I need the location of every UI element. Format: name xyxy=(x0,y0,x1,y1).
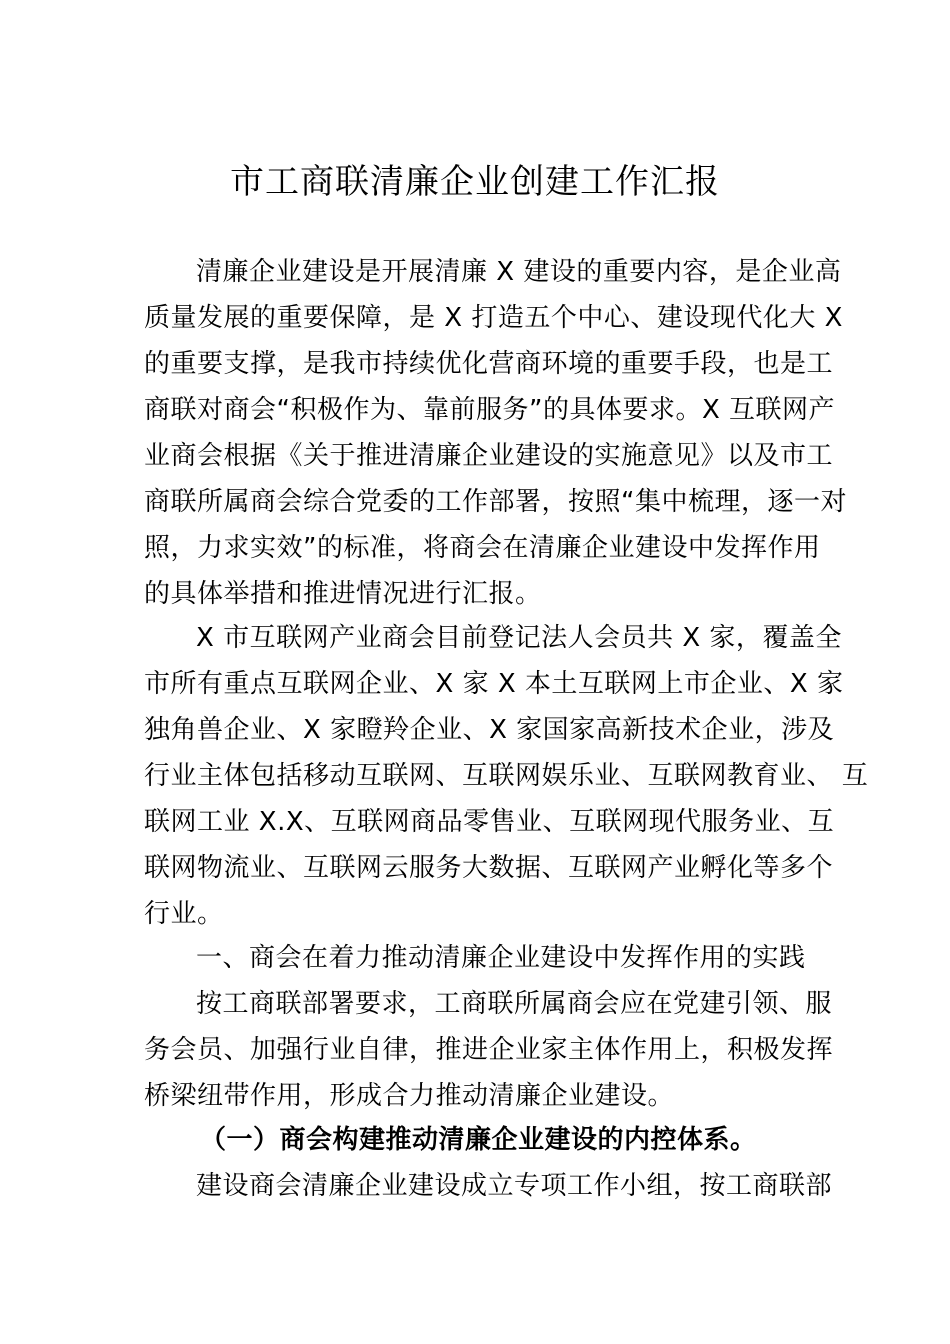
paragraph-line: 业商会根据《关于推进清廉企业建设的实施意见》以及市工 xyxy=(144,441,834,471)
paragraph-line: 市所有重点互联网企业、X 家 X 本土互联网上市企业、X 家 xyxy=(144,669,844,699)
subsection-heading: （一）商会构建推动清廉企业建设的内控体系。 xyxy=(200,1125,757,1155)
paragraph-line: 务会员、加强行业自律，推进企业家主体作用上，积极发挥 xyxy=(144,1035,834,1065)
paragraph-line: 商联对商会“积极作为、靠前服务”的具体要求。X 互联网产 xyxy=(144,395,836,425)
paragraph-line: 桥梁纽带作用，形成合力推动清廉企业建设。 xyxy=(144,1081,675,1111)
paragraph-line: 独角兽企业、X 家瞪羚企业、X 家国家高新技术企业，涉及 xyxy=(144,715,835,745)
paragraph-line: 清廉企业建设是开展清廉 X 建设的重要内容，是企业高 xyxy=(196,257,842,287)
section-heading: 一、商会在着力推动清廉企业建设中发挥作用的实践 xyxy=(196,943,806,973)
paragraph-line: 的重要支撑，是我市持续优化营商环境的重要手段，也是工 xyxy=(144,349,834,379)
paragraph-line: 照，力求实效”的标准，将商会在清廉企业建设中发挥作用 xyxy=(144,533,821,563)
paragraph-line: 联网工业 X.X、互联网商品零售业、互联网现代服务业、互 xyxy=(144,807,835,837)
paragraph-line: X 市互联网产业商会目前登记法人会员共 X 家，覆盖全 xyxy=(196,623,842,653)
paragraph-line: 商联所属商会综合党委的工作部署，按照“集中梳理，逐一对 xyxy=(144,487,847,517)
paragraph-line: 联网物流业、互联网云服务大数据、互联网产业孵化等多个 xyxy=(144,853,834,883)
paragraph-line: 的具体举措和推进情况进行汇报。 xyxy=(144,579,542,609)
paragraph-line: 行业。 xyxy=(144,899,224,929)
document-title: 市工商联清廉企业创建工作汇报 xyxy=(230,162,720,202)
paragraph-line: 质量发展的重要保障，是 X 打造五个中心、建设现代化大 X xyxy=(144,303,843,333)
paragraph-line: 行业主体包括移动互联网、互联网娱乐业、互联网教育业、 互 xyxy=(144,761,869,791)
paragraph-line: 按工商联部署要求，工商联所属商会应在党建引领、服 xyxy=(196,989,833,1019)
paragraph-line: 建设商会清廉企业建设成立专项工作小组，按工商联部 xyxy=(196,1171,833,1201)
